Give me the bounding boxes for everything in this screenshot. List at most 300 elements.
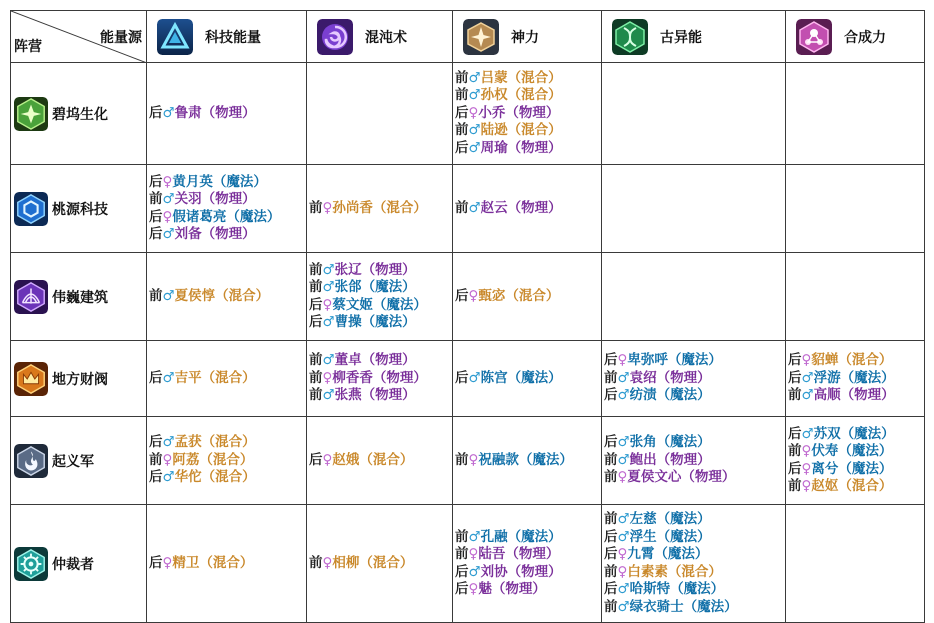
hero-cell [307, 63, 453, 165]
damage-type-label: 物理 [670, 369, 698, 386]
male-symbol-icon: ♂ [617, 528, 630, 545]
hero-cell [307, 165, 453, 253]
hero-name: 精卫 [172, 554, 200, 571]
hero-entry [788, 461, 924, 479]
faction-row [11, 341, 925, 417]
female-symbol-icon: ♀ [617, 352, 628, 369]
hero-name: 假诸葛亮 [172, 208, 227, 225]
female-symbol-icon: ♀ [162, 554, 173, 571]
damage-type-label: 混合 [681, 563, 709, 580]
faction-cell [11, 417, 147, 505]
damage-type: （物理） [372, 369, 427, 386]
male-symbol-icon: ♂ [617, 581, 630, 597]
position-label: 后 [309, 296, 323, 313]
damage-type: （魔法） [361, 314, 416, 330]
damage-type: （混合） [507, 122, 562, 139]
ancient-dna-icon [612, 19, 648, 55]
damage-type: （混合） [838, 352, 893, 369]
damage-type-label: 混合 [851, 352, 879, 369]
hero-cell [147, 417, 307, 505]
position-label: 后 [149, 208, 163, 225]
position-label: 后 [149, 469, 163, 486]
hero-entry [604, 370, 785, 388]
hero-cell [307, 253, 453, 341]
hero-name: 吉平 [174, 369, 202, 386]
faction-row [11, 165, 925, 253]
hero-name: 高顺 [813, 387, 841, 404]
architecture-web-icon [14, 280, 48, 314]
hero-entry [149, 434, 306, 452]
female-symbol-icon: ♀ [162, 173, 173, 190]
triangle-energy-icon [157, 19, 193, 55]
arbiter-gear-icon [14, 547, 48, 581]
position-label: 前 [149, 287, 163, 304]
male-symbol-icon: ♂ [322, 387, 335, 404]
male-symbol-icon: ♂ [468, 139, 481, 156]
column-header-5 [786, 11, 925, 63]
male-symbol-icon: ♂ [468, 563, 481, 580]
hero-entry [149, 288, 306, 306]
hero-cell [307, 505, 453, 623]
male-symbol-icon: ♂ [617, 511, 630, 527]
hero-entry [604, 452, 785, 470]
damage-type-label: 魔法 [239, 208, 267, 225]
male-symbol-icon: ♂ [162, 469, 175, 486]
faction-name: 桃源科技 [52, 201, 108, 218]
hero-entry [149, 469, 306, 487]
hero-name: 张郃 [334, 279, 362, 295]
hero-cell [602, 63, 786, 165]
hero-name: 张角 [629, 434, 657, 451]
damage-type: （物理） [507, 563, 562, 580]
hero-entry [309, 314, 452, 332]
hero-name: 刘备 [174, 226, 202, 242]
column-header-label: 混沌术 [365, 29, 407, 46]
position-label: 后 [455, 287, 469, 304]
hero-name: 哈斯特 [629, 581, 671, 597]
hero-name: 孙尚香 [332, 199, 373, 216]
damage-type: （物理） [201, 104, 256, 121]
damage-type-label: 魔法 [854, 369, 882, 386]
position-label: 后 [788, 460, 802, 477]
hero-cell [602, 505, 786, 623]
hero-name: 苏双 [813, 425, 841, 442]
hero-name: 阿荔 [172, 451, 200, 468]
faction-name: 伟巍建筑 [52, 289, 108, 306]
damage-type-label: 混合 [215, 469, 243, 486]
damage-type-label: 魔法 [670, 434, 698, 451]
damage-type-label: 混合 [372, 451, 400, 468]
damage-type: （混合） [201, 469, 256, 486]
damage-type-label: 物理 [215, 191, 243, 207]
damage-type-label: 混合 [215, 434, 243, 451]
hero-name: 孟获 [174, 434, 202, 451]
damage-type-label: 混合 [215, 369, 243, 386]
female-symbol-icon: ♀ [801, 352, 812, 369]
position-label: 后 [604, 528, 618, 545]
hero-entry [788, 443, 924, 461]
position-label: 前 [455, 451, 469, 468]
position-label: 后 [149, 369, 163, 386]
hero-entry [455, 200, 601, 218]
damage-type: （混合） [201, 434, 256, 451]
damage-type-label: 魔法 [681, 352, 709, 369]
position-label: 后 [149, 434, 163, 451]
damage-type: （物理） [491, 581, 546, 597]
hero-name: 白素素 [627, 563, 668, 580]
damage-type: （混合） [199, 554, 254, 571]
position-label: 后 [604, 434, 618, 451]
damage-type: （魔法） [838, 443, 893, 459]
column-header-label: 科技能量 [205, 29, 261, 46]
hero-name: 孔融 [480, 528, 508, 545]
hero-entry [455, 288, 601, 306]
damage-type: （物理） [840, 387, 895, 404]
hero-entry [788, 387, 924, 405]
column-header-3 [453, 11, 602, 63]
faction-name: 起义军 [52, 453, 94, 470]
hero-entry [309, 262, 452, 280]
hero-entry [788, 426, 924, 444]
hero-entry [788, 478, 924, 496]
faction-energy-table [10, 10, 925, 623]
hero-name: 伏寿 [811, 443, 839, 459]
hero-entry [455, 452, 601, 470]
damage-type-label: 物理 [375, 387, 403, 404]
damage-type: （混合） [667, 563, 722, 580]
faction-name: 仲裁者 [52, 556, 94, 573]
hero-entry [149, 174, 306, 192]
damage-type-label: 物理 [215, 104, 243, 121]
damage-type-label: 混合 [386, 199, 414, 216]
hero-name: 张燕 [334, 387, 362, 404]
position-label: 前 [309, 369, 323, 386]
male-symbol-icon: ♂ [162, 369, 175, 386]
damage-type: （魔法） [507, 369, 562, 386]
male-symbol-icon: ♂ [162, 434, 175, 451]
hero-name: 蔡文姬 [332, 296, 373, 313]
faction-cell [11, 165, 147, 253]
damage-type: （物理） [507, 199, 562, 216]
position-label: 后 [455, 369, 469, 386]
row-header-label: 阵营 [14, 39, 42, 55]
hero-name: 离兮 [811, 460, 839, 477]
hero-entry [149, 226, 306, 244]
hero-entry [455, 122, 601, 140]
hero-name: 甄宓 [478, 287, 506, 304]
damage-type: （魔法） [683, 598, 738, 615]
hero-name: 绿衣骑士 [629, 598, 684, 615]
position-label: 前 [309, 261, 323, 278]
female-symbol-icon: ♀ [162, 208, 173, 225]
hero-entry [604, 546, 785, 564]
damage-type-label: 魔法 [670, 528, 698, 545]
female-symbol-icon: ♀ [322, 369, 333, 386]
hero-entry [604, 434, 785, 452]
hero-cell [786, 417, 925, 505]
position-label: 后 [149, 173, 163, 190]
damage-type-label: 混合 [228, 287, 256, 304]
male-symbol-icon: ♂ [468, 369, 481, 386]
hero-name: 鲁肃 [174, 104, 202, 121]
hero-cell [786, 253, 925, 341]
hero-name: 祝融款 [478, 451, 519, 468]
damage-type-label: 物理 [375, 352, 403, 369]
column-header-label: 能量源 [100, 30, 142, 46]
hero-name: 袁绍 [629, 369, 657, 386]
hero-name: 柳香香 [332, 369, 373, 386]
female-symbol-icon: ♀ [322, 451, 333, 468]
faction-name: 地方财阀 [52, 371, 108, 388]
hero-cell [786, 341, 925, 417]
damage-type: （魔法） [656, 387, 711, 404]
damage-type-label: 魔法 [375, 314, 403, 330]
column-header-label: 神力 [511, 29, 539, 46]
position-label: 前 [455, 87, 469, 104]
corner-header-cell [11, 11, 147, 63]
damage-type: （混合） [505, 287, 560, 304]
hero-cell [786, 505, 925, 623]
damage-type: （物理） [505, 104, 560, 121]
position-label: 前 [604, 469, 618, 486]
male-symbol-icon: ♂ [801, 369, 814, 386]
female-symbol-icon: ♀ [801, 460, 812, 477]
damage-type: （物理） [361, 352, 416, 369]
damage-type-label: 魔法 [532, 451, 560, 468]
hero-name: 左慈 [629, 511, 657, 527]
male-symbol-icon: ♂ [468, 199, 481, 216]
damage-type-label: 魔法 [697, 598, 725, 615]
damage-type-label: 物理 [694, 469, 722, 486]
male-symbol-icon: ♂ [468, 87, 481, 104]
position-label: 前 [788, 387, 802, 404]
damage-type-label: 魔法 [521, 528, 549, 545]
hero-name: 陆吾 [478, 546, 506, 562]
damage-type: （物理） [505, 546, 560, 562]
female-symbol-icon: ♀ [801, 478, 812, 494]
female-symbol-icon: ♀ [162, 451, 173, 468]
position-label: 前 [604, 451, 618, 468]
damage-type: （混合） [838, 478, 893, 494]
male-symbol-icon: ♂ [801, 387, 814, 404]
hero-entry [149, 191, 306, 209]
hero-name: 曹操 [334, 314, 362, 330]
position-label: 前 [309, 279, 323, 295]
damage-type-label: 物理 [386, 369, 414, 386]
damage-type: （物理） [656, 369, 711, 386]
damage-type-label: 物理 [518, 546, 546, 562]
position-label: 前 [309, 199, 323, 216]
damage-type: （混合） [359, 451, 414, 468]
damage-type-label: 混合 [212, 554, 240, 571]
hero-name: 张辽 [334, 261, 362, 278]
hero-entry [309, 387, 452, 405]
hero-entry [788, 352, 924, 370]
hero-cell [786, 165, 925, 253]
faction-cell [11, 63, 147, 165]
damage-type: （魔法） [518, 451, 573, 468]
biochem-leaf-icon [14, 97, 48, 131]
hero-cell [147, 165, 307, 253]
column-header-1 [147, 11, 307, 63]
hero-entry [149, 452, 306, 470]
damage-type-label: 物理 [505, 581, 533, 597]
faction-cell [11, 341, 147, 417]
hero-cell [307, 417, 453, 505]
damage-type: （魔法） [226, 208, 281, 225]
hero-name: 纺渍 [629, 387, 657, 404]
damage-type: （物理） [201, 191, 256, 207]
male-symbol-icon: ♂ [162, 226, 175, 242]
hero-cell [602, 253, 786, 341]
damage-type: （魔法） [654, 546, 709, 562]
chaos-swirl-icon [317, 19, 353, 55]
hero-name: 陆逊 [480, 122, 508, 139]
hero-entry [309, 297, 452, 315]
damage-type-label: 魔法 [521, 369, 549, 386]
position-label: 前 [604, 369, 618, 386]
damage-type: （物理） [201, 226, 256, 242]
damage-type: （魔法） [667, 352, 722, 369]
male-symbol-icon: ♂ [162, 104, 175, 121]
damage-type-label: 混合 [521, 69, 549, 86]
synthesis-icon [796, 19, 832, 55]
divine-star-icon [463, 19, 499, 55]
male-symbol-icon: ♂ [162, 191, 175, 207]
hero-name: 吕蒙 [480, 69, 508, 86]
hero-cell [453, 165, 602, 253]
hero-name: 九霄 [627, 546, 655, 562]
hero-cell [453, 417, 602, 505]
hero-entry [149, 105, 306, 123]
hero-name: 华佗 [174, 469, 202, 486]
female-symbol-icon: ♀ [322, 296, 333, 313]
damage-type-label: 魔法 [667, 546, 695, 562]
damage-type: （魔法） [656, 511, 711, 527]
hero-entry [309, 370, 452, 388]
male-symbol-icon: ♂ [468, 69, 481, 86]
damage-type-label: 混合 [518, 287, 546, 304]
hero-entry [604, 581, 785, 599]
damage-type: （魔法） [372, 296, 427, 313]
hero-entry [455, 546, 601, 564]
damage-type-label: 魔法 [375, 279, 403, 295]
faction-name: 碧坞生化 [52, 106, 108, 123]
damage-type: （物理） [507, 139, 562, 156]
position-label: 后 [309, 314, 323, 330]
position-label: 后 [149, 554, 163, 571]
damage-type: （魔法） [212, 173, 267, 190]
hero-entry [604, 352, 785, 370]
damage-type-label: 混合 [372, 554, 400, 571]
damage-type-label: 物理 [518, 104, 546, 121]
position-label: 后 [604, 352, 618, 369]
damage-type: （混合） [199, 451, 254, 468]
damage-type-label: 混合 [521, 87, 549, 104]
hero-entry [309, 200, 452, 218]
hero-entry [455, 87, 601, 105]
damage-type: （混合） [507, 87, 562, 104]
hero-entry [149, 370, 306, 388]
hero-entry [309, 279, 452, 297]
uprising-flame-icon [14, 444, 48, 478]
hero-entry [604, 529, 785, 547]
position-label: 前 [788, 478, 802, 494]
hero-cell [147, 505, 307, 623]
hero-name: 孙权 [480, 87, 508, 104]
damage-type-label: 物理 [670, 451, 698, 468]
damage-type: （混合） [359, 554, 414, 571]
position-label: 前 [309, 554, 323, 571]
hero-entry [455, 140, 601, 158]
hero-cell [147, 253, 307, 341]
male-symbol-icon: ♂ [617, 434, 630, 451]
male-symbol-icon: ♂ [162, 287, 175, 304]
position-label: 前 [604, 511, 618, 527]
damage-type: （混合） [507, 69, 562, 86]
hero-entry [455, 105, 601, 123]
hero-cell [147, 341, 307, 417]
damage-type-label: 魔法 [226, 173, 254, 190]
hero-cell [307, 341, 453, 417]
hero-name: 浮游 [813, 369, 841, 386]
female-symbol-icon: ♀ [322, 199, 333, 216]
damage-type: （物理） [681, 469, 736, 486]
damage-type-label: 魔法 [851, 460, 879, 477]
hero-name: 浮生 [629, 528, 657, 545]
hero-name: 关羽 [174, 191, 202, 207]
position-label: 后 [455, 104, 469, 121]
damage-type-label: 物理 [521, 563, 549, 580]
hero-name: 陈宫 [480, 369, 508, 386]
hero-entry [788, 370, 924, 388]
hero-cell [602, 341, 786, 417]
hero-name: 夏侯惇 [174, 287, 216, 304]
position-label: 前 [455, 546, 469, 562]
position-label: 后 [149, 226, 163, 242]
faction-row [11, 505, 925, 623]
damage-type: （魔法） [840, 369, 895, 386]
female-symbol-icon: ♀ [617, 563, 628, 580]
hero-name: 赵娥 [332, 451, 360, 468]
male-symbol-icon: ♂ [322, 279, 335, 295]
damage-type: （魔法） [838, 460, 893, 477]
damage-type: （魔法） [361, 279, 416, 295]
position-label: 前 [604, 598, 618, 615]
hero-entry [455, 564, 601, 582]
female-symbol-icon: ♀ [468, 581, 479, 597]
damage-type-label: 混合 [212, 451, 240, 468]
position-label: 前 [455, 528, 469, 545]
hero-name: 刘协 [480, 563, 508, 580]
faction-cell [11, 505, 147, 623]
male-symbol-icon: ♂ [617, 451, 630, 468]
damage-type-label: 魔法 [683, 581, 711, 597]
crown-wealth-icon [14, 362, 48, 396]
hero-name: 相柳 [332, 554, 360, 571]
hero-name: 周瑜 [480, 139, 508, 156]
hero-entry [455, 370, 601, 388]
damage-type: （魔法） [840, 425, 895, 442]
position-label: 后 [788, 352, 802, 369]
faction-row [11, 253, 925, 341]
hero-name: 赵云 [480, 199, 508, 216]
position-label: 后 [455, 139, 469, 156]
position-label: 后 [604, 581, 618, 597]
male-symbol-icon: ♂ [468, 528, 481, 545]
damage-type-label: 魔法 [851, 443, 879, 459]
hero-name: 魅 [478, 581, 492, 597]
